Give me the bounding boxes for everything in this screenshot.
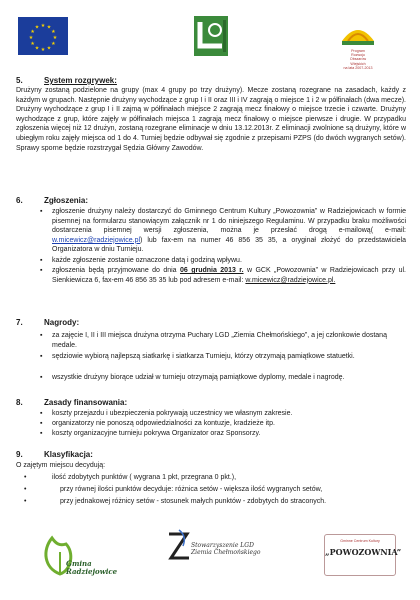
section-number: 7. xyxy=(16,318,23,327)
section-6-heading xyxy=(16,196,88,205)
gmina-line: Radziejowice xyxy=(66,567,118,576)
powozownia-caption: Gminne Centrum Kultury xyxy=(340,539,380,543)
list-item xyxy=(40,207,406,255)
list-item xyxy=(24,497,406,507)
prow-line: Rozwoju xyxy=(351,53,365,58)
powozownia-logo xyxy=(324,534,402,576)
bullet-icon: ▪ xyxy=(40,430,43,437)
bullet-icon: ▪ xyxy=(40,420,43,427)
lgd-line: Ziemia Chełmońskiego xyxy=(191,549,261,556)
lgd-z-icon xyxy=(165,528,191,566)
bullet-icon: ▪ xyxy=(40,267,43,274)
eu-stars-icon xyxy=(18,17,68,55)
prow-line: Program xyxy=(351,49,365,53)
lgd-logo xyxy=(165,528,275,578)
leader-icon xyxy=(194,16,228,56)
prow-icon xyxy=(334,15,382,49)
bullet-icon: • xyxy=(24,498,27,505)
item-text: za zajęcie I, II i III miejsca drużyna otrzyma Puchary LGD „Ziemia Chełmońskiego”, a jej członkowie dostaną medale. xyxy=(52,332,387,349)
list-item xyxy=(40,352,406,362)
list-item xyxy=(40,373,406,383)
section-7-heading xyxy=(16,318,79,327)
item-text: wszystkie drużyny biorące udział w turnieju otrzymają pamiątkowe dyplomy, medale i nagrodę. xyxy=(52,374,345,381)
svg-text:★: ★ xyxy=(34,45,40,52)
section-9-intro: O zajętym miejscu decydują: xyxy=(16,462,106,469)
section-title: System rozgrywek: xyxy=(44,76,117,85)
gmina-text xyxy=(66,560,117,576)
svg-text:★: ★ xyxy=(40,23,46,29)
bullet-icon: ▪ xyxy=(40,257,43,264)
bullet-icon: ▪ xyxy=(40,410,43,417)
section-number: 8. xyxy=(16,398,23,407)
section-5-paragraph: Drużyny zostaną podzielone na grupy (max 4 grupy po trzy drużyny). Mecze zostaną rozegrane na zasadach, każdy z każdym w grupach. Następnie drużyny wychodzące z grup I i II oraz III i IV zagrają o miejsce 1 i 2 w półfinałach (dwa mecze). Drużyny wychodzące z grup I i II zajmą w półfinałach miejsce 2 zagrają mecz finałowy o miejsce trzecie i czwarte. Drużyny wychodzące z grup, które zajęły w półfinałach miejsca 1 zagrają mecz finałowy o miejsce pierwsze i drugie. W przypadku zgłoszenia więcej niż 12 drużyn, zostaną rozegrane eliminacje w dniu 13.12.2013r. Z eliminacji zwolnione są drużyny, które w ubiegłym roku zajęły miejsca od 1 do 4. Turniej będzie odbywał się zgodnie z przepisami PZPS (do dwóch wygranych setów). Sprawy sporne będzie rozstrzygał Sędzia Główny Zawodów. xyxy=(16,87,406,152)
item-text: w GCK „Powozownia” w Radziejowicach przy ul. Sienkiewicza 6, fax-em 46 856 35 35 lub pod adresem e-mail: xyxy=(52,267,406,284)
lgd-text xyxy=(191,542,261,556)
section-title: Zasady finansowania: xyxy=(44,398,128,407)
section-title: Nagrody: xyxy=(44,318,80,327)
svg-text:★: ★ xyxy=(46,45,52,52)
prow-line: na lata 2007-2013 xyxy=(343,65,373,70)
svg-text:★: ★ xyxy=(46,24,52,31)
section-5-heading xyxy=(16,76,117,85)
svg-text:★: ★ xyxy=(30,41,35,47)
list-item xyxy=(24,485,406,495)
section-number: 6. xyxy=(16,196,23,205)
item-text: ilość zdobytych punktów ( wygrana 1 pkt, przegrana 0 pkt.), xyxy=(52,474,237,481)
svg-text:★: ★ xyxy=(34,24,40,31)
svg-text:★: ★ xyxy=(28,35,34,41)
item-text: każde zgłoszenie zostanie oznaczone datą i godziną wpływu. xyxy=(52,257,242,264)
section-9-heading xyxy=(16,450,93,459)
prow-logo xyxy=(334,15,382,70)
svg-text:★: ★ xyxy=(52,35,58,41)
bullet-icon: ▪ xyxy=(40,208,43,215)
lgd-line: Stowarzyszenie LGD xyxy=(191,542,254,549)
item-text: koszty przejazdu i ubezpieczenia pokrywają uczestnicy we własnym zakresie. xyxy=(52,410,293,417)
powozownia-name: „POWOZOWNIA” xyxy=(325,547,402,557)
svg-text:★: ★ xyxy=(40,47,46,53)
list-item xyxy=(40,331,406,350)
list-item xyxy=(40,256,406,266)
item-text: ) lub fax-em na numer 46 856 35 35, a oryginał złożyć do przedstawiciela Organizatora w dniu Turnieju. xyxy=(52,236,406,254)
svg-text:★: ★ xyxy=(51,41,56,47)
item-text: zgłoszenia będą przyjmowane do dnia xyxy=(52,267,177,274)
item-text: przy równej ilości punktów decyduje: różnica setów - większa ilość wygranych setów, xyxy=(60,486,323,493)
eu-flag-logo xyxy=(18,17,68,55)
prow-line: Wiejskich xyxy=(350,61,366,66)
leader-logo xyxy=(194,16,228,56)
list-item xyxy=(40,409,406,419)
bullet-icon: • xyxy=(24,474,27,481)
item-text: zgłoszenie drużyny należy dostarczyć do Gminnego Centrum Kultury „Powozownia” w Radziejowicach w formie pisemnej na formularzu stanowiącym załącznik nr 1 do niniejszego Regulaminu. W przypadku braku możliwości dostarczenia pisemnej wersji zgłoszenia, można je przesłać drogą e-mailową( e-mail: xyxy=(52,208,406,235)
section-title: Zgłoszenia: xyxy=(44,196,89,205)
bullet-icon: ▪ xyxy=(40,374,43,381)
list-item xyxy=(40,419,406,429)
bullet-icon: • xyxy=(24,486,27,493)
bullet-icon: ▪ xyxy=(40,332,43,339)
item-text: przy jednakowej różnicy setów - stosunek małych punktów - zdobytych do straconych. xyxy=(60,498,327,505)
section-title: Klasyfikacja: xyxy=(44,450,93,459)
list-item xyxy=(40,429,406,439)
item-text: koszty organizacyjne turnieju pokrywa Organizator oraz Sponsorzy. xyxy=(52,430,261,437)
section-8-heading xyxy=(16,398,127,407)
item-text: sędziowie wybiorą najlepszą siatkarkę i siatkarza Turnieju, którzy otrzymają pamiątkowe statuetki. xyxy=(52,353,355,360)
prow-caption xyxy=(334,49,382,70)
email-link[interactable]: w.micewicz@radziejowice.pl xyxy=(52,236,141,244)
bullet-icon: ▪ xyxy=(40,353,43,360)
item-text: organizatorzy nie ponoszą odpowiedzialności za kontuzje, kradzieże itp. xyxy=(52,420,275,427)
svg-text:★: ★ xyxy=(30,29,35,35)
prow-line: Obszarów xyxy=(349,57,367,62)
section-number: 5. xyxy=(16,76,23,85)
deadline-date: 06 grudnia 2013 r. xyxy=(180,267,244,274)
gmina-radziejowice-logo xyxy=(30,530,118,592)
gmina-line: Gmina xyxy=(66,559,92,568)
svg-text:★: ★ xyxy=(51,29,56,35)
section-number: 9. xyxy=(16,450,23,459)
email-link[interactable]: w.micewicz@radziejowice.pl. xyxy=(245,276,336,284)
list-item xyxy=(40,266,406,285)
list-item xyxy=(24,473,406,483)
